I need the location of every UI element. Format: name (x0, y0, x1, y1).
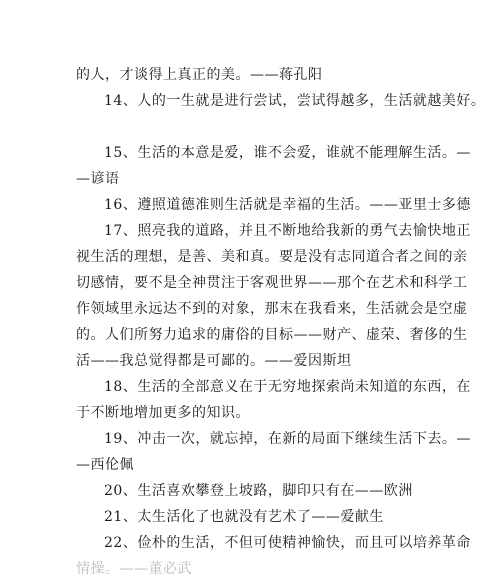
text-line: 的。人们所努力追求的庸俗的目标——财产、虚荣、奢侈的生 (76, 327, 468, 343)
text-line: —西伦佩 (76, 457, 134, 473)
text-line: 切感情，要不是全神贯注于客观世界——那个在艺术和科学工 (76, 275, 468, 291)
text-line: 19、冲击一次，就忘掉，在新的局面下继续生活下去。— (104, 431, 471, 447)
text-line: 16、遵照道德准则生活就是幸福的生活。——亚里士多德 (104, 197, 471, 213)
text-line: 的人，才谈得上真正的美。——蒋孔阳 (76, 67, 323, 83)
text-line: 活——我总觉得都是可鄙的。——爱因斯坦 (76, 353, 352, 369)
text-line: 15、生活的本意是爱，谁不会爱，谁就不能理解生活。— (104, 145, 471, 161)
text-line: 视生活的理想，是善、美和真。要是没有志同道合者之间的亲 (76, 249, 468, 265)
text-line: 18、生活的全部意义在于无穷地探索尚未知道的东西，在 (104, 379, 471, 395)
text-line: —谚语 (76, 171, 120, 187)
text-line: 21、太生活化了也就没有艺术了——爱献生 (104, 509, 384, 525)
text-line: 17、照亮我的道路，并且不断地给我新的勇气去愉快地正 (104, 223, 471, 239)
text-line: 20、生活喜欢攀登上坡路，脚印只有在——欧洲 (104, 483, 413, 499)
text-line: 于不断地增加更多的知识。 (76, 405, 250, 421)
text-line-partial: 情操。——董必武 (76, 561, 192, 577)
text-line: 14、人的一生就是进行尝试，尝试得越多，生活就越美好。 (104, 93, 486, 109)
text-line: 22、俭朴的生活，不但可使精神愉快，而且可以培养革命 (104, 535, 471, 551)
text-line: 作领域里永远达不到的对象，那末在我看来，生活就会是空虚 (76, 301, 468, 317)
